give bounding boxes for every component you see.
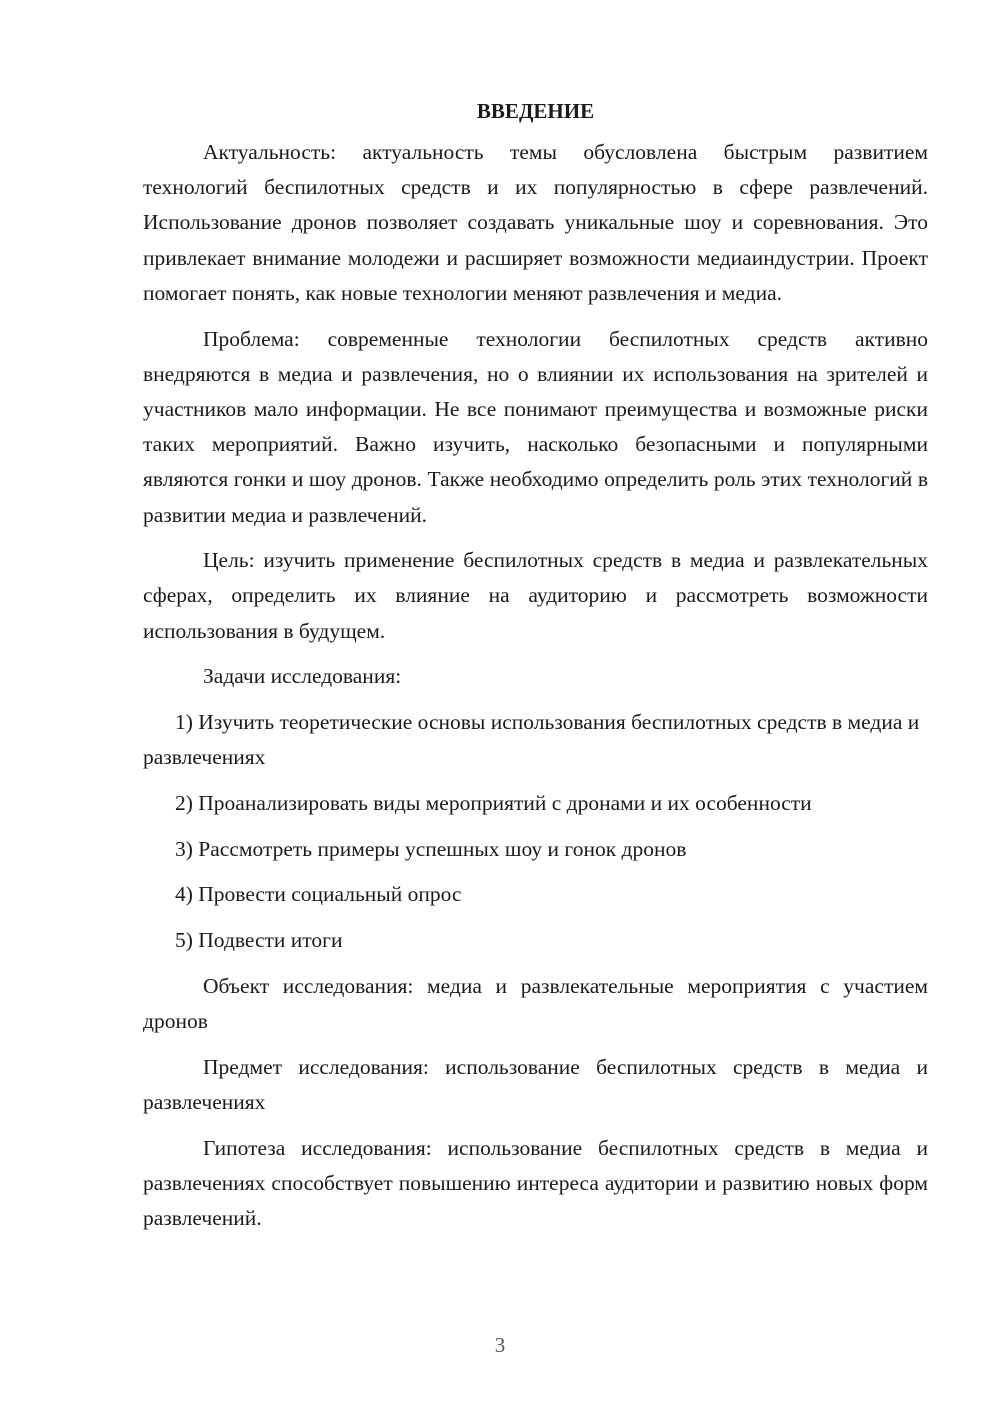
- list-item: 2) Проанализировать виды мероприятий с дронами и их особенности: [175, 790, 812, 815]
- section-heading: ВВЕДЕНИЕ: [476, 99, 595, 123]
- list-item: 1) Изучить теоретические основы использования беспилотных средств в медиа и развлечениях: [143, 710, 920, 770]
- list-item: 5) Подвести итоги: [175, 928, 343, 953]
- subject-paragraph: Предмет исследования: использование беспилотных средств в медиа и развлечениях: [143, 1054, 928, 1114]
- list-item: 3) Рассмотреть примеры успешных шоу и гонок дронов: [175, 836, 687, 861]
- hypothesis-paragraph: Гипотеза исследования: использование беспилотных средств в медиа и развлечениях способствует повышению интереса аудитории и развитию новых форм развлечений.: [143, 1135, 928, 1230]
- page-content: [143, 96, 928, 1247]
- relevance-paragraph: Актуальность: актуальность темы обусловлена быстрым развитием технологий беспилотных средств и их популярностью в сфере развлечений. Использование дронов позволяет создавать уникальные шоу и соревнования. Это привлекает внимание молодежи и расширяет возможности медиаиндустрии. Проект помогает понять, как новые технологии меняют развлечения и медиа.: [143, 140, 928, 305]
- page-number: 3: [494, 1333, 506, 1357]
- goal-paragraph: Цель: изучить применение беспилотных средств в медиа и развлекательных сферах, определить их влияние на аудиторию и рассмотреть возможности использования в будущем.: [143, 548, 928, 643]
- tasks-title: Задачи исследования:: [203, 664, 402, 689]
- object-paragraph: Объект исследования: медиа и развлекательные мероприятия с участием дронов: [143, 973, 928, 1033]
- tasks-list: [143, 705, 928, 958]
- problem-paragraph: Проблема: современные технологии беспилотных средств активно внедряются в медиа и развлечения, но о влиянии их использования на зрителей и участников мало информации. Не все понимают преимущества и возможные риски таких мероприятий. Важно изучить, насколько безопасными и популярными являются гонки и шоу дронов. Также необходимо определить роль этих технологий в развитии медиа и развлечений.: [143, 326, 928, 527]
- list-item: 4) Провести социальный опрос: [175, 882, 462, 907]
